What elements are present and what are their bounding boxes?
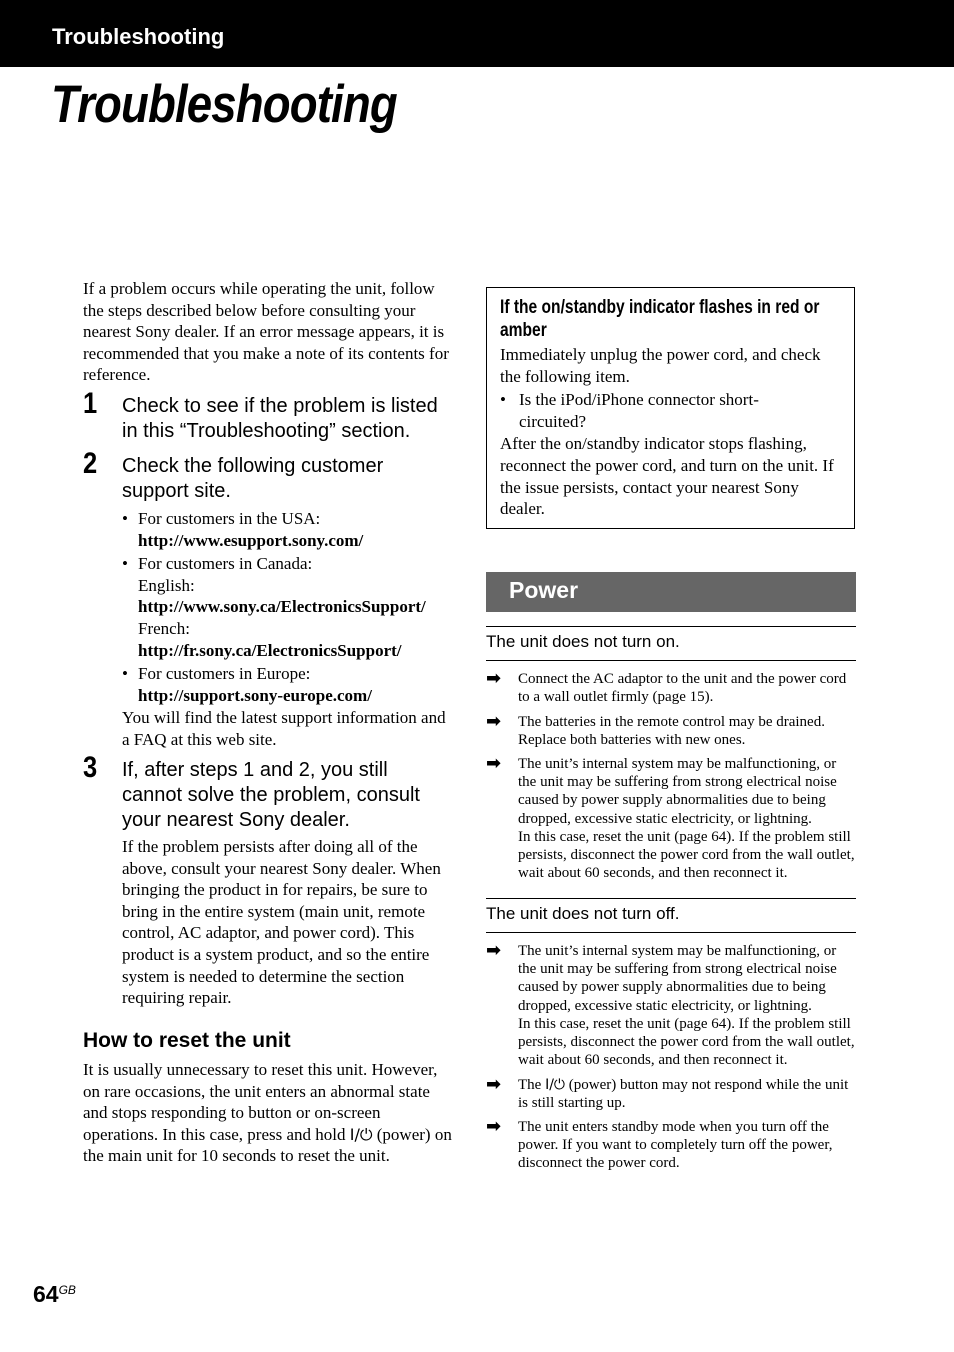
solution-text: The unit’s internal system may be malfunctioning, or the unit may be suffering from strong electrical noise caused by power supply abnormalities due to being dropped, excessive static electricity, or lightning. xyxy=(518,756,837,827)
step-text-3: If, after steps 1 and 2, you still cannot solve the problem, consult your nearest Sony dealer. xyxy=(122,759,420,831)
flash-box-line-2: After the on/standby indicator stops flashing, reconnect the power cord, and turn on the unit. If the issue persists, contact your nearest Sony dealer. xyxy=(500,434,834,519)
support-site-note: You will find the latest support information and a FAQ at this web site. xyxy=(122,708,446,749)
section-label: Troubleshooting xyxy=(52,24,225,49)
flash-box-heading: If the on/standby indicator flashes in red or amber xyxy=(500,297,820,341)
arrow-right-icon: ➡ xyxy=(486,753,502,774)
usa-label: • For customers in the USA: xyxy=(138,509,321,528)
list-item-europe xyxy=(122,663,457,706)
list-item-canada xyxy=(122,553,457,661)
power-section-title: Power xyxy=(509,577,579,603)
power-icon: I/⏻ xyxy=(545,1077,565,1093)
canada-label: • For customers in Canada: xyxy=(138,554,313,574)
canada-french-link[interactable]: http://fr.sony.ca/ElectronicsSupport/ xyxy=(138,640,402,660)
power-icon: I/⏻ xyxy=(349,1124,373,1144)
solution-item xyxy=(486,670,856,706)
canada-english-link[interactable]: http://www.sony.ca/ElectronicsSupport/ xyxy=(138,597,426,617)
usa-support-link[interactable]: http://www.esupport.sony.com/ xyxy=(138,530,364,550)
step-3-body: If the problem persists after doing all of the above, consult your nearest Sony dealer. When bringing the product in for repairs, be sure to bring in the entire system (main unit, remote control, AC adaptor, and power cord). This product is a system product, and so the entire system is needed to determine the section requiring repair. xyxy=(122,837,441,1008)
solution-text: The unit enters standby mode when you turn off the power. If you want to completely turn off the power, disconnect the power cord. xyxy=(518,1119,833,1172)
reset-text-after: (power) on the main unit for 10 seconds to reset the unit. xyxy=(83,1124,452,1166)
problem-title-1: The unit does not turn on. xyxy=(486,632,680,651)
page-number-value: 64 xyxy=(33,1281,59,1307)
page-title: Troubleshooting xyxy=(51,75,397,134)
arrow-right-icon: ➡ xyxy=(486,1074,502,1095)
arrow-right-icon: ➡ xyxy=(486,668,502,689)
flash-box-line-1: Immediately unplug the power cord, and check the following item. xyxy=(500,345,821,386)
french-label: French: xyxy=(138,618,190,638)
solution-item xyxy=(486,942,856,1069)
intro-paragraph: If a problem occurs while operating the unit, follow the steps described below before consulting your nearest Sony dealer. If an error message appears, it is recommended that you make a note of its contents for reference. xyxy=(83,279,449,385)
step-text-1: Check to see if the problem is listed in this “Troubleshooting” section. xyxy=(122,395,438,442)
divider xyxy=(486,898,856,899)
solution-text-end: (power) button may not respond while the unit is still starting up. xyxy=(518,1077,849,1112)
step-number-1: 1 xyxy=(83,387,98,420)
step-number-2: 2 xyxy=(83,447,98,480)
page-number-suffix: GB xyxy=(58,1283,76,1297)
reset-paragraph xyxy=(83,1059,453,1167)
reset-heading: How to reset the unit xyxy=(83,1029,291,1052)
solution-text-start: The xyxy=(518,1077,542,1093)
reset-text-before: It is usually unnecessary to reset this unit. However, on rare occasions, the unit enters an abnormal state and stops responding to button or on-screen operations. In this case, press and hold xyxy=(83,1060,438,1144)
list-item-usa xyxy=(122,508,457,551)
flash-box-bullet-text: Is the iPod/iPhone connector short-circuited? xyxy=(519,390,759,431)
solution-text: Connect the AC adaptor to the unit and the power cord to a wall outlet firmly (page 15). xyxy=(518,671,847,706)
solution-text: The batteries in the remote control may be drained. Replace both batteries with new ones. xyxy=(518,714,825,749)
solution-text-continued: In this case, reset the unit (page 64). If the problem still persists, disconnect the power cord from the wall outlet, wait about 60 seconds, and then reconnect it. xyxy=(518,1015,855,1069)
page-number xyxy=(33,1281,76,1308)
english-label: English: xyxy=(138,575,195,595)
solution-text: The unit’s internal system may be malfunctioning, or the unit may be suffering from strong electrical noise caused by power supply abnormalities due to being dropped, excessive static electricity, or lightning. xyxy=(518,943,837,1014)
flash-box-bullet xyxy=(500,389,789,432)
support-site-list xyxy=(122,508,457,708)
europe-label: • For customers in Europe: xyxy=(138,664,311,684)
solution-item xyxy=(486,755,856,882)
solution-text xyxy=(518,1076,856,1112)
solution-item xyxy=(486,713,856,749)
step-text-2: Check the following customer support site. xyxy=(122,455,384,502)
step-number-3: 3 xyxy=(83,751,98,784)
divider xyxy=(486,660,856,661)
solution-text-continued: In this case, reset the unit (page 64). If the problem still persists, disconnect the power cord from the wall outlet, wait about 60 seconds, and then reconnect it. xyxy=(518,828,855,882)
europe-support-link[interactable]: http://support.sony-europe.com/ xyxy=(138,685,372,705)
arrow-right-icon: ➡ xyxy=(486,711,502,732)
indicator-flash-box xyxy=(486,287,855,529)
divider xyxy=(486,932,856,933)
bullet-icon: • xyxy=(500,390,506,410)
divider xyxy=(486,626,856,627)
arrow-right-icon: ➡ xyxy=(486,940,502,961)
problem-title-2: The unit does not turn off. xyxy=(486,904,680,923)
solution-item xyxy=(486,1118,856,1173)
solution-item xyxy=(486,1076,856,1112)
arrow-right-icon: ➡ xyxy=(486,1116,502,1137)
